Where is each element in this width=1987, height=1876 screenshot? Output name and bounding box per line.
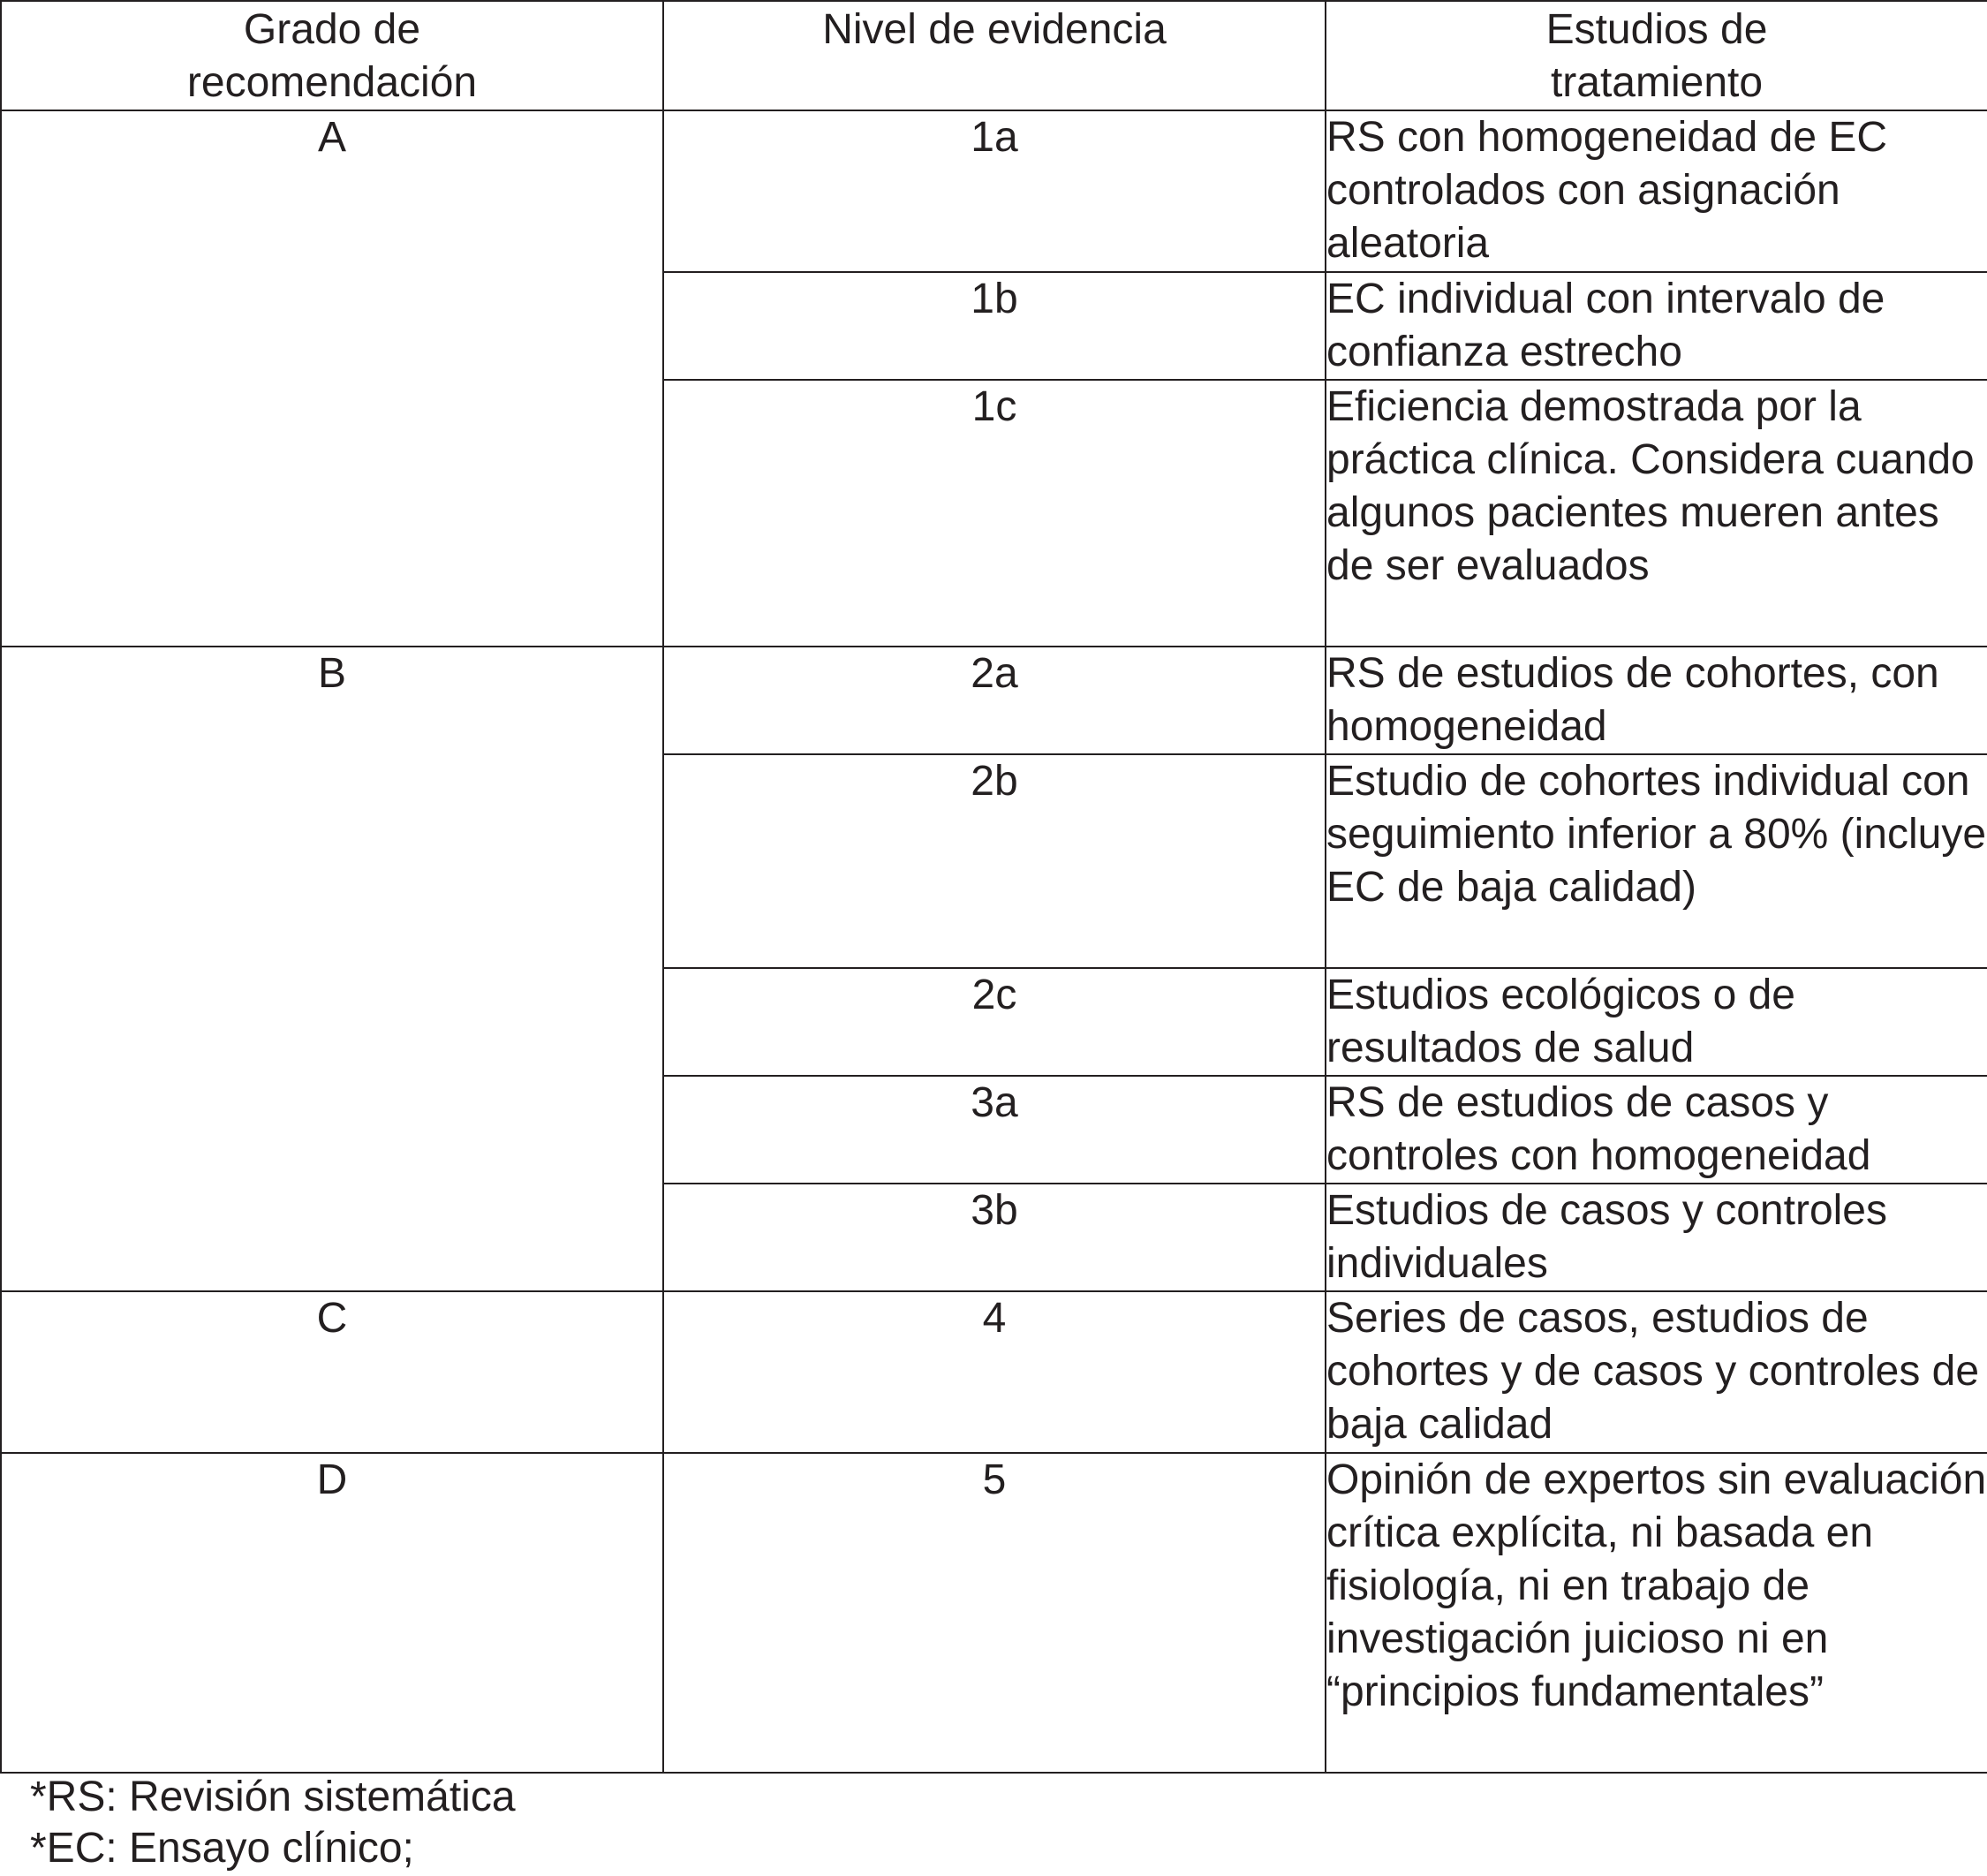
- level-cell: 2b: [663, 754, 1326, 968]
- table-row: [1, 110, 1987, 272]
- level-cell: 2c: [663, 968, 1326, 1076]
- description-cell: Opinión de expertos sin evaluación crítica explícita, ni basada en fisiología, ni en trabajo de investigación juicioso ni en “principios fundamentales”: [1326, 1453, 1987, 1773]
- level-cell: 4: [663, 1291, 1326, 1453]
- level-cell: 5: [663, 1453, 1326, 1773]
- header-studies: Estudios de tratamiento: [1326, 1, 1987, 110]
- level-cell: 1b: [663, 272, 1326, 380]
- level-cell: 3b: [663, 1184, 1326, 1291]
- grade-cell: A: [1, 110, 663, 647]
- description-cell: Estudio de cohortes individual con seguimiento inferior a 80% (incluye EC de baja calidad): [1326, 754, 1987, 968]
- description-cell: Estudios ecológicos o de resultados de salud: [1326, 968, 1987, 1076]
- header-grade: Grado de recomendación: [1, 1, 663, 110]
- table-row: [1, 1453, 1987, 1773]
- footnotes: [30, 1772, 516, 1874]
- level-cell: 1a: [663, 110, 1326, 272]
- header-row: [1, 1, 1987, 110]
- description-cell: Series de casos, estudios de cohortes y de casos y controles de baja calidad: [1326, 1291, 1987, 1453]
- description-cell: EC individual con intervalo de confianza estrecho: [1326, 272, 1987, 380]
- grade-cell: D: [1, 1453, 663, 1773]
- description-cell: RS de estudios de cohortes, con homogeneidad: [1326, 647, 1987, 754]
- description-cell: Eficiencia demostrada por la práctica clínica. Considera cuando algunos pacientes mueren antes de ser evaluados: [1326, 380, 1987, 647]
- description-cell: RS con homogeneidad de EC controlados con asignación aleatoria: [1326, 110, 1987, 272]
- footnote-ec: *EC: Ensayo clínico;: [30, 1825, 414, 1872]
- level-cell: 2a: [663, 647, 1326, 754]
- header-level: Nivel de evidencia: [663, 1, 1326, 110]
- description-cell: RS de estudios de casos y controles con homogeneidad: [1326, 1076, 1987, 1184]
- level-cell: 1c: [663, 380, 1326, 647]
- table-row: [1, 1291, 1987, 1453]
- description-cell: Estudios de casos y controles individuales: [1326, 1184, 1987, 1291]
- grade-cell: C: [1, 1291, 663, 1453]
- level-cell: 3a: [663, 1076, 1326, 1184]
- grade-cell: B: [1, 647, 663, 1291]
- footnote-rs: *RS: Revisión sistemática: [30, 1774, 516, 1820]
- table-row: [1, 647, 1987, 754]
